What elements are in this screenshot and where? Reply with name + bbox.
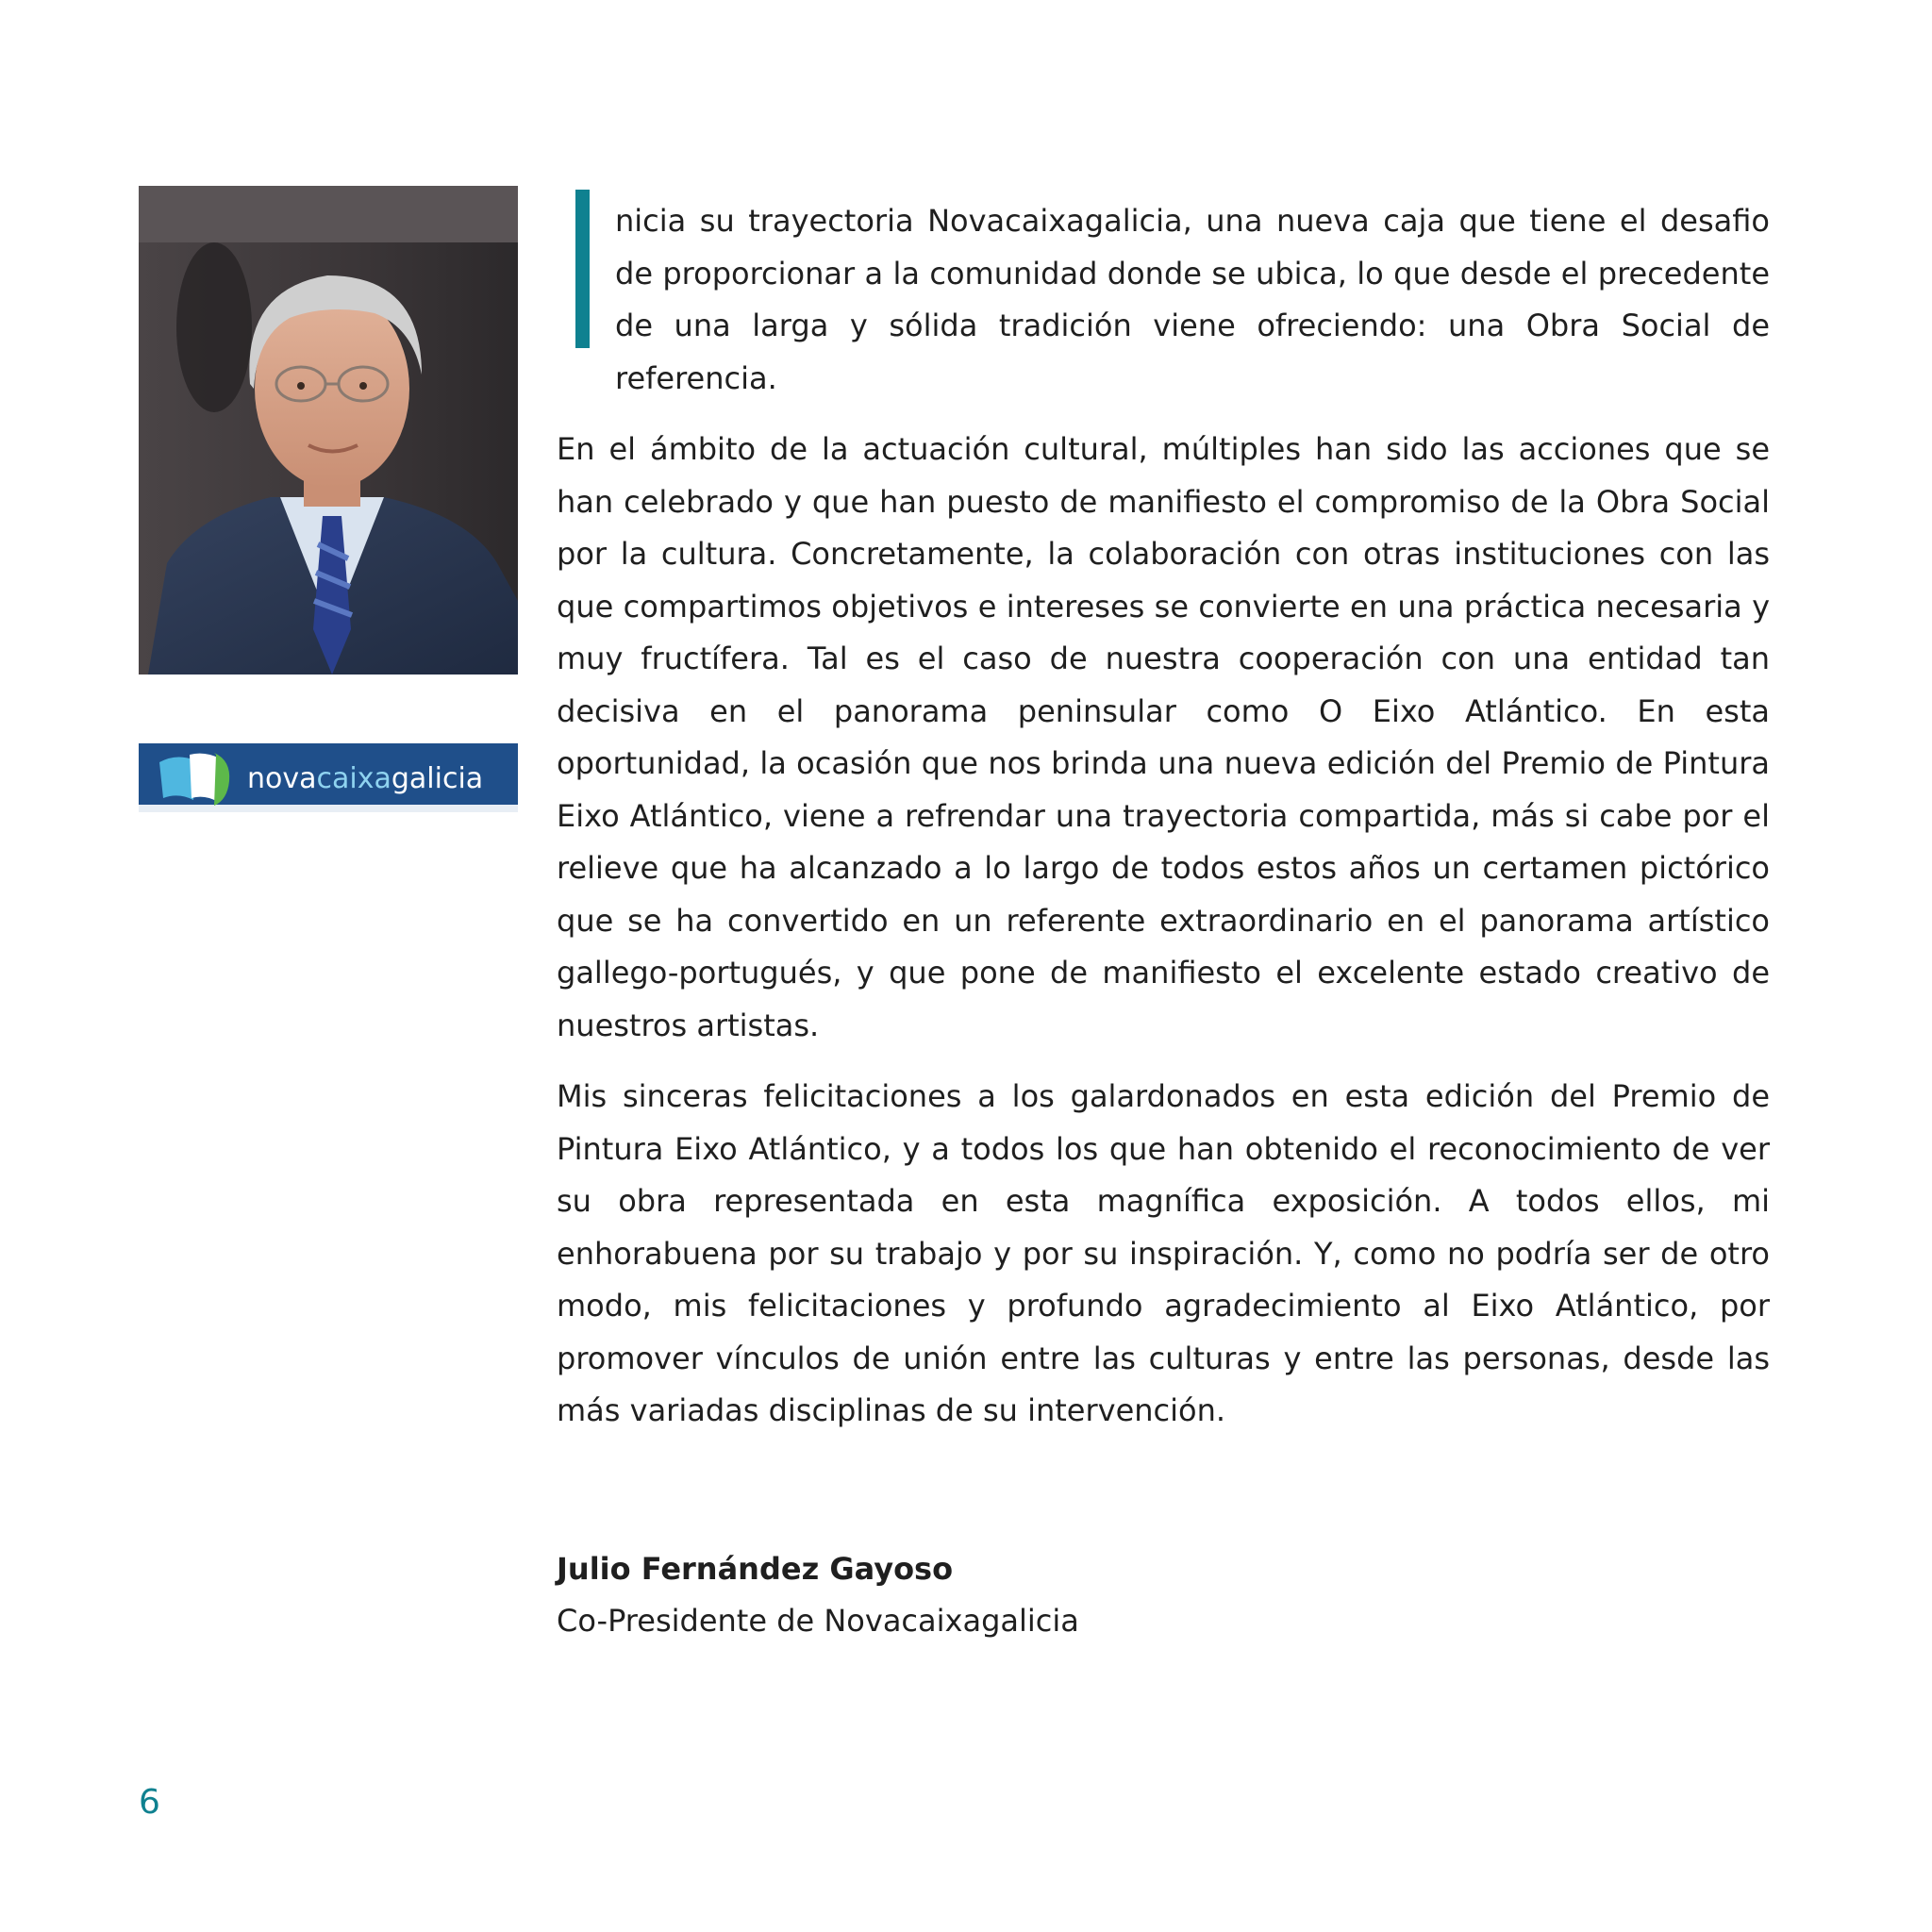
drop-cap-bar — [575, 190, 590, 348]
intro-paragraph — [557, 195, 1770, 405]
body-paragraph-1: En el ámbito de la actuación cultural, múltiples han sido las acciones que se han celebrado y que han puesto de manifiesto el compromiso de la Obra Social por la cultura. Concretamente, la colaboración con otras instituciones con las que compartimos objetivos e intereses se convierte en una práctica necesaria y muy fructífera. Tal es el caso de nuestra cooperación con una entidad tan decisiva en el panorama peninsular como O Eixo Atlántico. En esta oportunidad, la ocasión que nos brinda una nueva edición del Premio de Pintura Eixo Atlántico, viene a refrendar una trayectoria compartida, más si cabe por el relieve que ha alcanzado a lo largo de todos estos años un certamen pictórico que se ha convertido en un referente extraordinario en el panorama artístico gallego-portugués, y que pone de manifiesto el excelente estado creativo de nuestros artistas. — [557, 431, 1770, 1043]
novacaixagalicia-logo — [139, 743, 518, 812]
logo-part-nova: nova — [247, 762, 317, 795]
signature-block — [557, 1543, 1770, 1648]
signatory-role: Co-Presidente de Novacaixagalicia — [557, 1603, 1079, 1639]
letter-body — [557, 195, 1770, 1648]
portrait-photo — [139, 186, 518, 675]
intro-text: nicia su trayectoria Novacaixagalicia, una nueva caja que tiene el desafio de proporcionar a la comunidad donde se ubica, lo que desde el precedente de una larga y sólida tradición viene ofreciendo: una Obra Social de referencia. — [615, 203, 1770, 396]
logo-part-caixa: caixa — [316, 762, 391, 795]
body-paragraph-2: Mis sinceras felicitaciones a los galardonados en esta edición del Premio de Pintura Eixo Atlántico, y a todos los que han obtenido el reconocimiento de ver su obra representada en esta magnífica exposición. A todos ellos, mi enhorabuena por su trabajo y por su inspiración. Y, como no podría ser de otro modo, mis felicitaciones y profundo agradecimiento al Eixo Atlántico, por promover vínculos de unión entre las culturas y entre las personas, desde las más variadas disciplinas de su intervención. — [557, 1078, 1770, 1428]
signatory-name: Julio Fernández Gayoso — [557, 1550, 954, 1587]
svg-text:novacaixagalicia — [247, 762, 483, 795]
page-number: 6 — [139, 1783, 160, 1822]
logo-part-galicia: galicia — [391, 762, 484, 795]
